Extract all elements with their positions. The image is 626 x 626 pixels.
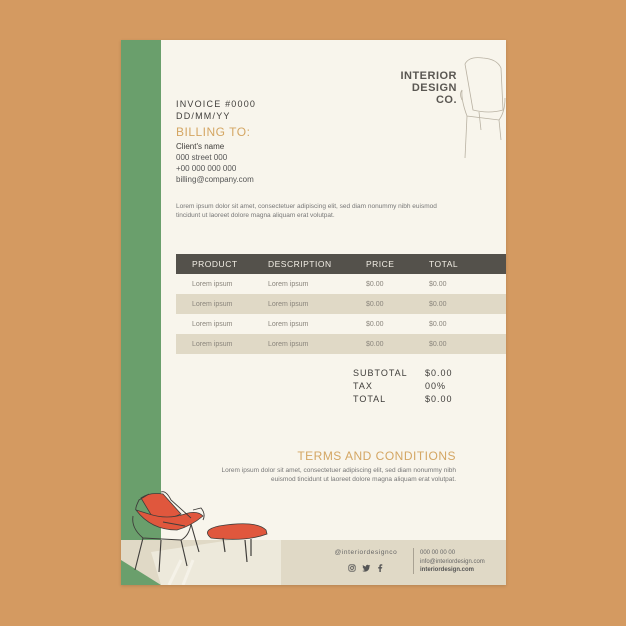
table-row (176, 274, 506, 294)
client-name: Client's name (176, 142, 225, 151)
cell-price: $0.00 (366, 280, 384, 288)
cell-price: $0.00 (366, 320, 384, 328)
cell-product: Lorem ipsum (192, 300, 233, 308)
cell-description: Lorem ipsum (268, 320, 309, 328)
contact-website[interactable]: interiordesign.com (420, 567, 475, 573)
contact-phone: 000 00 00 00 (420, 550, 456, 556)
total-label: TOTAL (353, 393, 387, 404)
billing-title: BILLING TO: (176, 125, 251, 139)
chair-sketch-illustration (459, 50, 506, 160)
cell-price: $0.00 (366, 340, 384, 348)
furniture-illustration (121, 460, 281, 585)
cell-product: Lorem ipsum (192, 280, 233, 288)
total-value: $0.00 (425, 393, 453, 404)
header-total: TOTAL (429, 259, 459, 269)
client-email: billing@company.com (176, 175, 254, 184)
header-product: PRODUCT (192, 259, 238, 269)
client-phone: +00 000 000 000 (176, 164, 237, 173)
brand-line-1: INTERIOR (400, 70, 457, 82)
header-price: PRICE (366, 259, 395, 269)
contact-email[interactable]: info@interiordesign.com (420, 558, 485, 565)
brand-line-3: CO. (435, 94, 457, 106)
cell-product: Lorem ipsum (192, 320, 233, 328)
footer-divider (413, 548, 414, 574)
cell-total: $0.00 (429, 300, 447, 308)
terms-title: TERMS AND CONDITIONS (297, 449, 456, 463)
table-row (176, 334, 506, 354)
facebook-icon[interactable] (376, 559, 384, 567)
invoice-number: INVOICE #0000 (176, 99, 257, 109)
terms-text: Lorem ipsum dolor sit amet, consectetuer adipiscing elit, sed diam nonummy nibh euismod tincidunt ut laoreet dolore magna aliquam erat volutpat. (221, 467, 456, 483)
cell-description: Lorem ipsum (268, 340, 309, 348)
intro-paragraph: Lorem ipsum dolor sit amet, consectetuer adipiscing elit, sed diam nonummy nibh euismod tincidunt ut laoreet dolore magna aliquam erat volutpat. (176, 203, 437, 219)
tax-value: 00% (425, 380, 447, 391)
cell-total: $0.00 (429, 340, 447, 348)
subtotal-label: SUBTOTAL (353, 367, 408, 378)
cell-price: $0.00 (366, 300, 384, 308)
cell-product: Lorem ipsum (192, 340, 233, 348)
tax-line (353, 379, 465, 392)
invoice-date: DD/MM/YY (176, 111, 231, 121)
invoice-sheet (121, 40, 506, 585)
table-row (176, 294, 506, 314)
subtotal-line (353, 366, 465, 379)
cell-description: Lorem ipsum (268, 300, 309, 308)
invoice-table (176, 254, 506, 354)
invoice-header (176, 98, 256, 122)
brand-logo-text (377, 70, 457, 106)
social-icons (326, 559, 406, 567)
header-description: DESCRIPTION (268, 259, 332, 269)
cell-description: Lorem ipsum (268, 280, 309, 288)
contact-block (420, 549, 485, 575)
client-details (176, 141, 254, 185)
tax-label: TAX (353, 380, 373, 391)
total-line (353, 392, 465, 405)
instagram-icon[interactable] (348, 559, 356, 567)
cell-total: $0.00 (429, 320, 447, 328)
totals-block (353, 366, 465, 405)
subtotal-value: $0.00 (425, 367, 453, 378)
twitter-icon[interactable] (362, 559, 370, 567)
table-row (176, 314, 506, 334)
client-street: 000 street 000 (176, 153, 228, 162)
brand-line-2: DESIGN (411, 82, 457, 94)
social-block (326, 549, 406, 567)
table-header-row (176, 254, 506, 274)
cell-total: $0.00 (429, 280, 447, 288)
social-handle: @interiordesignco (334, 549, 398, 556)
